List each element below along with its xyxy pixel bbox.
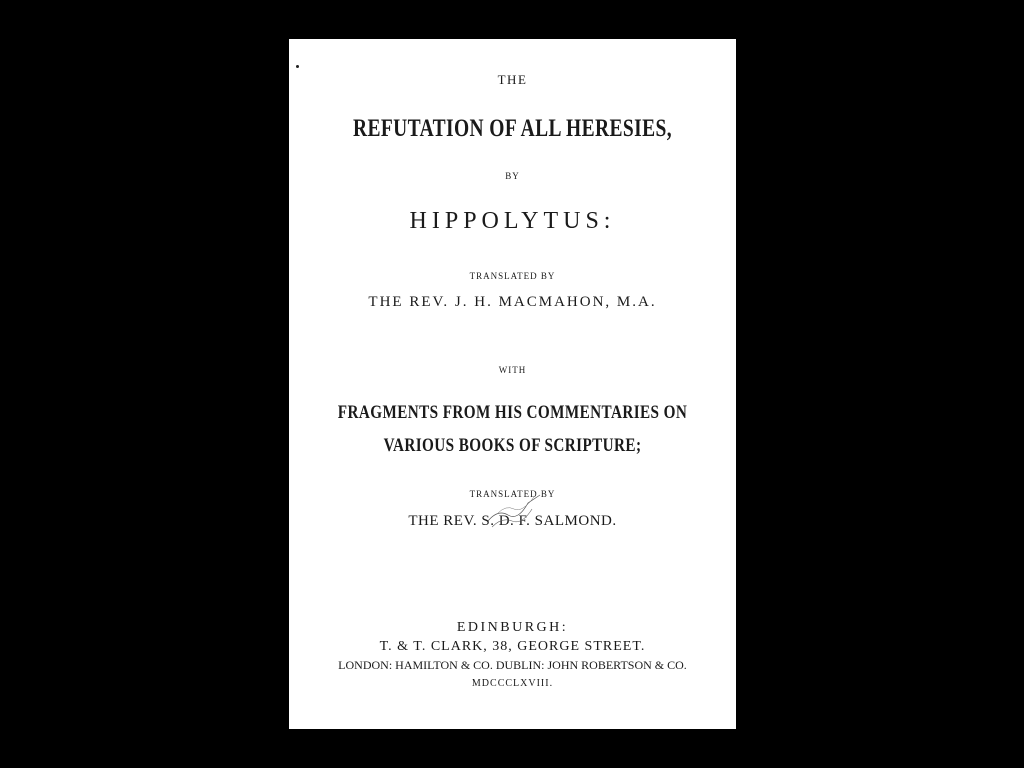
- imprint-city: EDINBURGH:: [456, 620, 569, 635]
- by-label: BY: [505, 171, 520, 181]
- handwritten-annotation: [484, 491, 544, 531]
- title-page: [289, 39, 736, 729]
- fragments-line-2: VARIOUS BOOKS OF SCRIPTURE;: [383, 435, 642, 456]
- translated-by-label-2: TRANSLATED BY: [469, 489, 556, 499]
- imprint-publisher: T. & T. CLARK, 38, GEORGE STREET.: [379, 639, 646, 654]
- book-title: REFUTATION OF ALL HERESIES,: [352, 115, 672, 142]
- imprint-agents: LONDON: HAMILTON & CO. DUBLIN: JOHN ROBERTSON & CO.: [338, 658, 687, 672]
- translator-1: THE REV. J. H. MACMAHON, M.A.: [368, 294, 657, 310]
- fragments-line-1: FRAGMENTS FROM HIS COMMENTARIES ON: [337, 402, 688, 423]
- author-name: HIPPOLYTUS:: [409, 208, 616, 234]
- imprint-year: MDCCCLXVIII.: [471, 678, 554, 689]
- translator-2: THE REV. S. D. F. SALMOND.: [408, 513, 617, 529]
- title-article: THE: [497, 72, 528, 87]
- translated-by-label-1: TRANSLATED BY: [469, 271, 556, 281]
- with-label: WITH: [498, 365, 527, 375]
- ink-speck: [296, 65, 299, 68]
